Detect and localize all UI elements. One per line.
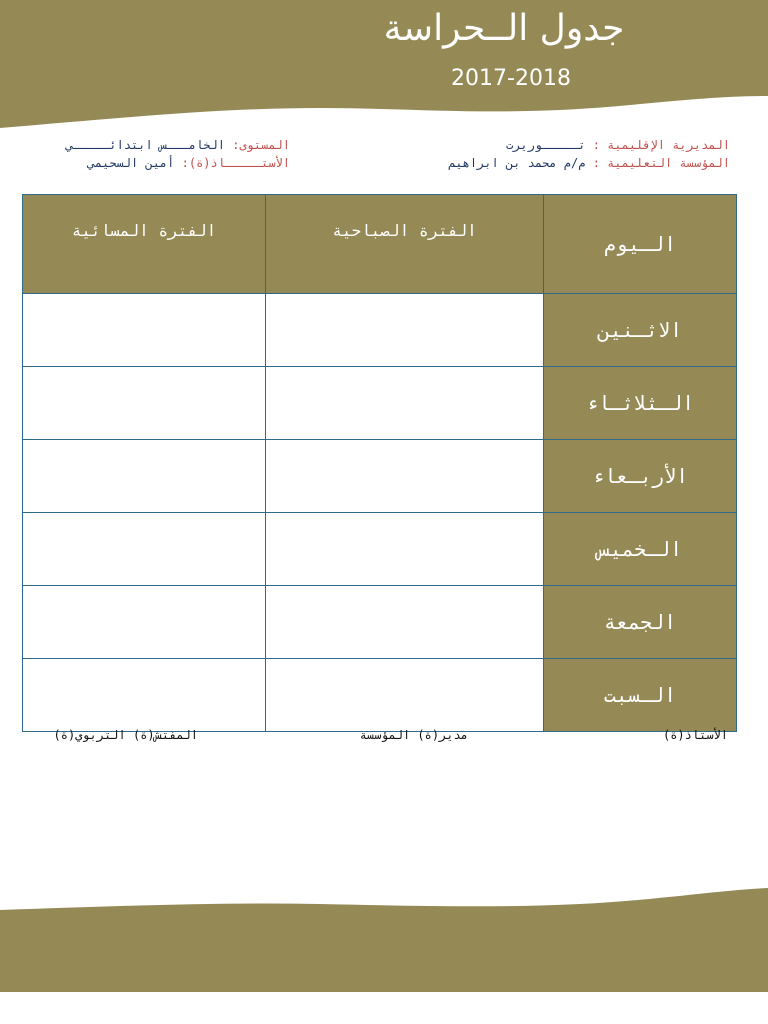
signature-director: مدير(ة) المؤسسة — [359, 728, 468, 742]
header-evening: الفترة المسائية — [23, 195, 266, 294]
header-morning: الفترة الصباحية — [266, 195, 544, 294]
day-wednesday: الأربـعاء — [544, 440, 737, 513]
level-line — [66, 138, 290, 152]
day-thursday: الـخميس — [544, 513, 737, 586]
institution-line — [448, 156, 730, 170]
morning-cell[interactable] — [266, 586, 544, 659]
institution-label: المؤسسة التعليمية : — [592, 156, 730, 170]
evening-cell[interactable] — [23, 513, 266, 586]
directorate-line — [506, 138, 730, 152]
header-day: الـيوم — [544, 195, 737, 294]
day-monday: الاثـنين — [544, 294, 737, 367]
table-row — [23, 513, 737, 586]
table-row — [23, 294, 737, 367]
footer-band — [0, 880, 768, 1000]
institution-value: م/م محمد بن ابراهيم — [448, 156, 586, 170]
table-row — [23, 586, 737, 659]
evening-cell[interactable] — [23, 659, 266, 732]
morning-cell[interactable] — [266, 367, 544, 440]
day-tuesday: الـثلاثـاء — [544, 367, 737, 440]
directorate-value: تـــــوريرت — [506, 138, 586, 152]
morning-cell[interactable] — [266, 513, 544, 586]
evening-cell[interactable] — [23, 586, 266, 659]
table-header-row — [23, 195, 737, 294]
evening-cell[interactable] — [23, 294, 266, 367]
schedule-table — [22, 194, 737, 732]
table-row — [23, 440, 737, 513]
day-friday: الجمعة — [544, 586, 737, 659]
directorate-label: المديرية الإقليمية : — [592, 138, 730, 152]
morning-cell[interactable] — [266, 440, 544, 513]
page-title: جدول الــحراسة — [383, 8, 625, 49]
signature-teacher: الأستاذ(ة) — [662, 728, 728, 742]
school-year: 2017-2018 — [451, 66, 571, 91]
level-value: الخامـــس ابتدائـــــي — [66, 138, 225, 152]
signature-inspector: المفتش(ة) التربوي(ة) — [53, 728, 198, 742]
evening-cell[interactable] — [23, 440, 266, 513]
teacher-value: أمين السحيمي — [87, 156, 175, 170]
morning-cell[interactable] — [266, 659, 544, 732]
evening-cell[interactable] — [23, 367, 266, 440]
teacher-label: الأستـــــاذ(ة): — [181, 156, 290, 170]
teacher-line — [88, 156, 290, 170]
morning-cell[interactable] — [266, 294, 544, 367]
table-row — [23, 367, 737, 440]
day-saturday: الـسبت — [544, 659, 737, 732]
table-row — [23, 659, 737, 732]
level-label: المستوى: — [232, 138, 290, 152]
